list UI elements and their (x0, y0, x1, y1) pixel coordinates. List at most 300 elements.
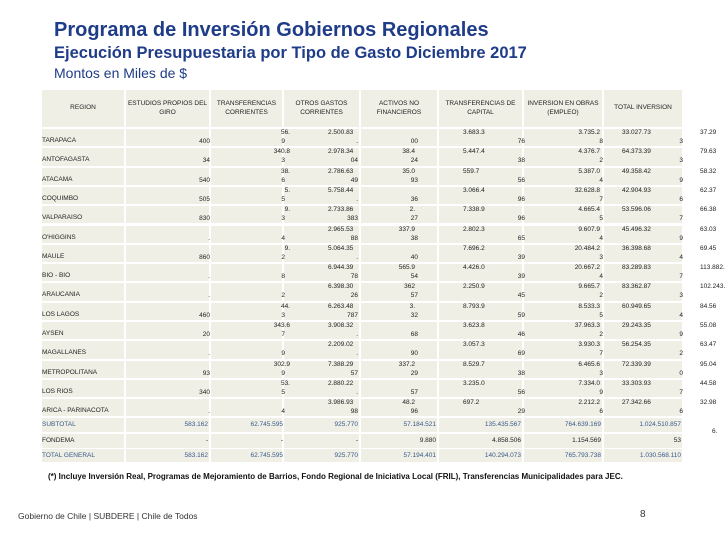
cell-value: 53.596.06 (622, 206, 651, 214)
table-cell (126, 322, 209, 339)
fondema-value: - (280, 437, 283, 444)
column-header: TRANSFERENCIAS DE CAPITAL (445, 100, 516, 116)
cell-value: 7 (679, 388, 683, 396)
cell-value: 68 (410, 331, 418, 338)
cell-value: 9 (679, 176, 683, 184)
cell-value: 6 (281, 176, 285, 184)
table-cell (361, 303, 437, 320)
cell-value: 460 (199, 311, 210, 319)
cell-value: 44. (280, 302, 290, 310)
cell-value: 697.2 (463, 399, 480, 407)
cell-value: 2 (679, 350, 683, 358)
cell-value: 7 (679, 215, 683, 223)
cell-value: 26 (350, 292, 358, 300)
cell-value: 38.4 (402, 148, 415, 156)
cell-value: 78 (350, 273, 358, 281)
cell-value: 9 (281, 350, 285, 358)
total-general-value: 1.030.568.110 (639, 451, 681, 459)
cell-value: 83.289.83 (622, 264, 651, 272)
cell-value: 9. (284, 244, 290, 252)
cell-value: 302.9 (273, 360, 290, 368)
cell-value: 5.447.4 (463, 148, 485, 156)
cell-value: 20.484.2 (574, 244, 600, 252)
cell-value: 102.243. (700, 283, 725, 291)
subtotal-value: 62.745.595 (250, 421, 283, 428)
cell-value: 96 (517, 195, 525, 203)
table-cell (211, 322, 282, 339)
cell-value: 20 (202, 331, 210, 338)
cell-value: 9. (284, 206, 290, 214)
cell-value: 3.735.2 (578, 129, 600, 136)
cell-value: . (356, 331, 358, 338)
cell-value: 5.064.35 (328, 244, 354, 252)
table-cell (126, 148, 209, 165)
cell-value: 6 (679, 408, 683, 416)
cell-value: 48.2 (402, 399, 415, 407)
cell-value: 7 (599, 195, 603, 203)
table-cell (126, 341, 209, 358)
cell-value: 57 (350, 369, 358, 377)
cell-value: 8 (599, 138, 603, 145)
cell-value: 60.949.65 (622, 302, 651, 310)
cell-value: 3 (281, 215, 285, 223)
cell-value: 3 (599, 369, 603, 377)
cell-value: 5.387.0 (578, 167, 600, 175)
region-label: O'HIGGINS (42, 233, 76, 241)
cell-value: 3.066.4 (463, 186, 485, 194)
cell-value: 3.235.0 (463, 379, 485, 387)
subtotal-value: 764.639.169 (564, 421, 601, 428)
cell-value: 3 (281, 311, 285, 319)
table-cell (211, 226, 282, 243)
region-label: ANTOFAGASTA (42, 156, 90, 164)
table-cell (361, 187, 437, 204)
cell-value: . (208, 408, 210, 416)
cell-value: 37.963.3 (574, 322, 600, 329)
cell-value: 7.696.2 (463, 244, 485, 252)
cell-value: 38 (517, 157, 525, 165)
cell-value: 56 (517, 176, 525, 184)
column-header: OTROS GASTOS CORRIENTES (295, 100, 348, 116)
subtotal-value: 925.770 (334, 421, 358, 428)
cell-value: 57 (410, 388, 418, 396)
cell-value: 4 (599, 176, 603, 184)
cell-value: 88 (350, 234, 358, 242)
fondema-value: 1.154.569 (572, 437, 601, 444)
cell-value: 340.8 (273, 148, 290, 156)
cell-value: 7.334.0 (578, 379, 600, 387)
cell-value: 20.667.2 (574, 264, 600, 272)
cell-value: 362 (404, 283, 415, 291)
cell-value: 830 (199, 215, 210, 223)
cell-value: 6 (679, 195, 683, 203)
cell-value: 343.6 (273, 322, 290, 329)
cell-value: 6.465.6 (578, 360, 600, 368)
cell-value: 2.733.86 (328, 206, 354, 214)
table-cell (126, 226, 209, 243)
cell-value: 2.880.22 (328, 379, 354, 387)
table-cell (126, 283, 209, 300)
fondema-value: - (205, 437, 208, 444)
subtotal-value: 57.184.521 (403, 421, 436, 428)
table-cell (211, 434, 282, 448)
cell-value: 5 (281, 195, 285, 203)
cell-value: 49.358.42 (622, 167, 651, 175)
total-general-value: 57.194.401 (403, 451, 436, 459)
region-label: MAGALLANES (42, 349, 87, 357)
table-cell (604, 434, 682, 448)
cell-value: 6 (599, 408, 603, 416)
cell-value: 5 (599, 215, 603, 223)
cell-value: 3.683.3 (463, 129, 485, 136)
cell-value: 93 (410, 176, 418, 184)
table-cell (126, 303, 209, 320)
table-cell (439, 399, 522, 416)
table-cell (126, 206, 209, 223)
cell-value: 8 (281, 273, 285, 281)
cell-value: 2.500.83 (328, 129, 354, 136)
cell-value: 6.944.39 (328, 264, 354, 272)
table-cell (211, 264, 282, 281)
table-cell (361, 341, 437, 358)
cell-value: 72.339.39 (622, 360, 651, 368)
cell-value: 29.243.35 (622, 322, 651, 329)
column-header: TRANSFERENCIAS CORRIENTES (216, 100, 277, 116)
cell-value: 5 (599, 311, 603, 319)
cell-value: 400 (199, 138, 210, 145)
cell-value: 65 (517, 234, 525, 242)
cell-value: 32 (410, 311, 418, 319)
cell-value: 337.9 (398, 225, 415, 233)
table-cell (211, 341, 282, 358)
cell-value: 42.904.93 (622, 186, 651, 194)
cell-value: 113.882. (700, 264, 725, 272)
cell-value: 2.786.63 (328, 167, 354, 175)
cell-value: 33.027.73 (622, 129, 651, 136)
cell-value: 59 (517, 311, 525, 319)
cell-value: 3 (679, 138, 683, 145)
cell-value: 66.38 (700, 206, 717, 214)
table-cell (126, 168, 209, 185)
cell-value: 39 (517, 273, 525, 281)
cell-value: 4.665.4 (578, 206, 600, 214)
table-cell (126, 399, 209, 416)
cell-value: 9.607.9 (578, 225, 600, 233)
cell-value: 83.362.87 (622, 283, 651, 291)
region-label: VALPARAISO (42, 214, 83, 222)
cell-value: 9 (281, 369, 285, 377)
cell-value: 4 (281, 234, 285, 242)
region-label: LOS LAGOS (42, 310, 80, 318)
table-cell (361, 206, 437, 223)
cell-value: 383 (347, 215, 358, 223)
cell-value: 2.250.9 (463, 283, 485, 291)
cell-value: 79.63 (700, 148, 717, 156)
table-cell (126, 264, 209, 281)
cell-value: 76 (517, 138, 525, 145)
table-cell (126, 380, 209, 397)
cell-value: 6.263.48 (328, 302, 354, 310)
cell-value: 860 (199, 253, 210, 261)
fondema-value: 9.880 (419, 437, 436, 444)
cell-value: 9 (281, 138, 285, 145)
cell-value: 32.628.8 (574, 186, 600, 194)
cell-value: . (208, 292, 210, 300)
cell-value: 4 (679, 253, 683, 261)
fondema-value: 53 (673, 437, 681, 444)
cell-value: 3 (679, 292, 683, 300)
cell-value: 53. (280, 379, 290, 387)
region-label: ARICA - PARINACOTA (42, 407, 109, 415)
cell-value: 4 (281, 408, 285, 416)
cell-value: 8.533.3 (578, 302, 600, 310)
footnote: (*) Incluye Inversión Real, Programas de Mejoramiento de Barrios, Fondo Regional de Iniciativa Local (FRIL), Transferencias Municipalidades para JEC. (48, 472, 623, 481)
cell-value: 35.0 (402, 167, 415, 175)
cell-value: 3.623.8 (463, 322, 485, 329)
table-cell (211, 148, 282, 165)
cell-value: 27.342.66 (622, 399, 651, 407)
table-cell (126, 434, 209, 448)
region-label: LOS RIOS (42, 387, 73, 395)
cell-value: 2.209.02 (328, 341, 354, 349)
cell-value: 04 (350, 157, 358, 165)
region-label: BIO - BIO (42, 272, 71, 280)
cell-value: 3.986.93 (328, 399, 354, 407)
region-label: METROPOLITANA (42, 368, 98, 376)
cell-value: . (356, 138, 358, 145)
table-cell (211, 380, 282, 397)
cell-value: 6.398.30 (328, 283, 354, 291)
region-label: ATACAMA (42, 175, 73, 183)
cell-value: 93 (202, 369, 210, 377)
cell-value: 5. (284, 186, 290, 194)
column-header: ACTIVOS NO FINANCIEROS (376, 100, 422, 116)
cell-value: 4 (599, 273, 603, 281)
cell-value: . (208, 350, 210, 358)
total-general-value: 583.162 (184, 451, 208, 459)
total-general-label: TOTAL GENERAL (42, 451, 95, 459)
cell-value: 3 (679, 157, 683, 165)
cell-value: 2.212.2 (578, 399, 600, 407)
cell-value: 4 (679, 311, 683, 319)
cell-value: 38 (517, 369, 525, 377)
cell-value: 2 (599, 292, 603, 300)
subtotal-value: 583.162 (184, 421, 208, 428)
cell-value: 7.388.29 (328, 360, 354, 368)
cell-value: 54 (410, 273, 418, 281)
cell-value: 9.665.7 (578, 283, 600, 291)
cell-value: . (356, 350, 358, 358)
table-cell (361, 245, 437, 262)
table-cell (284, 434, 359, 448)
table-cell (361, 380, 437, 397)
cell-value: 2.965.53 (328, 225, 354, 233)
fondema-value: - (355, 437, 358, 444)
total-general-value: 765.793.738 (564, 451, 601, 459)
cell-value: 559.7 (463, 167, 480, 175)
cell-value: 84.56 (700, 302, 717, 310)
cell-value: 540 (199, 176, 210, 184)
cell-value: 2.978.34 (328, 148, 354, 156)
cell-value: 36 (410, 195, 418, 203)
footer-text: Gobierno de Chile | SUBDERE | Chile de Todos (18, 511, 198, 521)
table-cell (211, 245, 282, 262)
page-title: Programa de Inversión Gobiernos Regionales (54, 19, 489, 41)
cell-value: 64.373.39 (622, 148, 651, 156)
cell-value: 505 (199, 195, 210, 203)
table-cell (211, 206, 282, 223)
cell-value: 3.057.3 (463, 341, 485, 349)
cell-value: 4 (599, 234, 603, 242)
cell-value: 33.303.93 (622, 379, 651, 387)
column-header: TOTAL INVERSION (614, 104, 672, 112)
table-cell (211, 361, 282, 378)
table-cell (361, 129, 437, 146)
cell-value: 29 (410, 369, 418, 377)
cell-value: 8.529.7 (463, 360, 485, 368)
table-cell (126, 129, 209, 146)
cell-value: 4.376.7 (578, 148, 600, 156)
table-cell (361, 283, 437, 300)
cell-value: 787 (347, 311, 358, 319)
cell-value: 95.04 (700, 360, 717, 368)
total-general-value: 62.745.595 (250, 451, 283, 459)
table-cell (211, 168, 282, 185)
fondema-label: FONDEMA (42, 437, 75, 444)
page-subtitle: Ejecución Presupuestaria por Tipo de Gasto Diciembre 2017 (54, 44, 527, 62)
region-label: AYSEN (42, 330, 64, 337)
cell-value: 2.802.3 (463, 225, 485, 233)
cell-value: 3.930.3 (578, 341, 600, 349)
subtotal-value: 135.435.567 (484, 421, 521, 428)
cell-value: 49 (350, 176, 358, 184)
cell-value: 3.908.32 (328, 322, 354, 329)
region-label: TARAPACA (42, 137, 77, 144)
cell-value: 96 (410, 408, 418, 416)
cell-value: 36.398.68 (622, 244, 651, 252)
cell-value: 32.98 (700, 399, 717, 407)
cell-value: 34 (202, 157, 210, 165)
cell-value: 38 (410, 234, 418, 242)
table-cell (439, 168, 522, 185)
cell-value: 57 (410, 292, 418, 300)
column-header: REGION (70, 104, 96, 112)
cell-value: . (356, 195, 358, 203)
cell-value: 56. (280, 129, 290, 136)
column-header: INVERSION EN OBRAS (EMPLEO) (527, 100, 599, 116)
cell-value: 00 (410, 138, 418, 145)
cell-value: 7.338.9 (463, 206, 485, 214)
cell-value: 0 (679, 369, 683, 377)
cell-value: 98 (350, 408, 358, 416)
cell-value: . (356, 253, 358, 261)
region-label: ARAUCANIA (42, 291, 80, 299)
cell-value: 46 (517, 331, 525, 338)
cell-value: 29 (517, 408, 525, 416)
cell-value: 337.2 (398, 360, 415, 368)
cell-value: 3 (599, 253, 603, 261)
cell-value: 96 (517, 215, 525, 223)
table-cell (126, 361, 209, 378)
cell-value: 56 (517, 388, 525, 396)
table-cell (361, 322, 437, 339)
cell-value: 62.37 (700, 186, 717, 194)
page-number: 8 (640, 509, 646, 520)
table-cell (126, 245, 209, 262)
subtotal-value: 1.024.510.857 (639, 421, 681, 428)
table-cell (211, 283, 282, 300)
cell-value: 58.32 (700, 167, 717, 175)
table-cell (211, 399, 282, 416)
cell-value: 9 (679, 234, 683, 242)
cell-value: 40 (410, 253, 418, 261)
cell-value: 4.426.0 (463, 264, 485, 272)
cell-value: 69 (517, 350, 525, 358)
cell-value: 90 (410, 350, 418, 358)
cell-value: 565.9 (398, 264, 415, 272)
cell-value: 39 (517, 253, 525, 261)
table-cell (211, 187, 282, 204)
cell-value: . (208, 273, 210, 281)
table-cell (361, 168, 437, 185)
cell-value: 69.45 (700, 244, 717, 252)
cell-value: 7 (679, 273, 683, 281)
cell-value: 27 (410, 215, 418, 223)
cell-value: 3 (281, 157, 285, 165)
cell-value: 2. (409, 206, 415, 214)
cell-value: 2 (599, 157, 603, 165)
cell-value: 55.08 (700, 322, 717, 329)
cell-value: 7 (599, 350, 603, 358)
total-general-value: 140.294.073 (484, 451, 521, 459)
units-label: Montos en Miles de $ (54, 65, 188, 81)
cell-value: 2 (599, 331, 603, 338)
cell-value: 45.496.32 (622, 225, 651, 233)
cell-value: 63.03 (700, 225, 717, 233)
fondema-value: 4.858.506 (492, 437, 521, 444)
cell-value: 9 (599, 388, 603, 396)
cell-value: 5.758.44 (328, 186, 354, 194)
cell-value: 44.58 (700, 379, 717, 387)
cell-value: 37.29 (700, 129, 717, 136)
region-label: COQUIMBO (42, 194, 79, 202)
cell-value: 2 (281, 292, 285, 300)
cell-value: 56.254.35 (622, 341, 651, 349)
fondema-extra-value: 6. (712, 428, 718, 435)
column-header: ESTUDIOS PROPIOS DEL GIRO (127, 100, 208, 116)
total-general-value: 925.770 (334, 451, 358, 459)
table-cell (211, 303, 282, 320)
table-cell (361, 148, 437, 165)
cell-value: 24 (410, 157, 418, 165)
cell-value: 63.47 (700, 341, 717, 349)
cell-value: 7 (281, 331, 285, 338)
cell-value: 3. (409, 302, 415, 310)
cell-value: 38. (280, 167, 290, 175)
cell-value: 340 (199, 388, 210, 396)
cell-value: 5 (281, 388, 285, 396)
region-label: MAULE (42, 252, 65, 260)
table-cell (211, 129, 282, 146)
cell-value: 8.793.9 (463, 302, 485, 310)
cell-value: . (356, 388, 358, 396)
subtotal-label: SUBTOTAL (42, 421, 76, 428)
cell-value: 9 (679, 331, 683, 338)
cell-value: 2 (281, 253, 285, 261)
cell-value: . (208, 234, 210, 242)
cell-value: 45 (517, 292, 525, 300)
table-cell (361, 399, 437, 416)
